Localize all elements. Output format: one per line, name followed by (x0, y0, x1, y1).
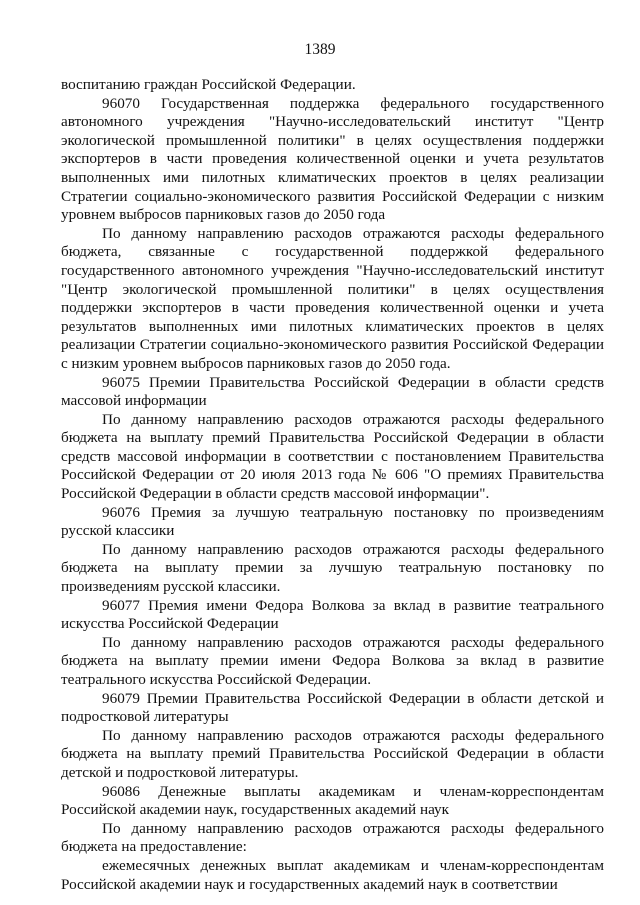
document-body (61, 76, 604, 894)
section-heading-96079: 96079 Премии Правительства Российской Федерации в области детской и подростковой литературы (61, 689, 604, 726)
paragraph-96086-description: По данному направлению расходов отражаются расходы федерального бюджета на предоставление: (61, 819, 604, 856)
paragraph-96086-list-item: ежемесячных денежных выплат академикам и членам-корреспондентам Российской академии наук и государственных академий наук в соответствии (61, 856, 604, 893)
paragraph-96070-description: По данному направлению расходов отражаются расходы федерального бюджета, связанные с государственной поддержкой федерального государственного автономного учреждения "Научно-исследовательский институт "Центр экологической промышленной политики" в целях осуществления поддержки экспортеров в части проведения количественной оценки и учета результатов выполненных ими пилотных климатических проектов в целях реализации Стратегии социально-экономического развития Российской Федерации с низким уровнем выбросов парниковых газов до 2050 года. (61, 224, 604, 372)
section-heading-96075: 96075 Премии Правительства Российской Федерации в области средств массовой информации (61, 373, 604, 410)
page-number: 1389 (304, 41, 336, 58)
paragraph-96077-description: По данному направлению расходов отражаются расходы федерального бюджета на выплату премии имени Федора Волкова за вклад в развитие театрального искусства Российской Федерации. (61, 633, 604, 688)
paragraph-96076-description: По данному направлению расходов отражаются расходы федерального бюджета на выплату премии за лучшую театральную постановку по произведениям русской классики. (61, 540, 604, 596)
paragraph-96079-description: По данному направлению расходов отражаются расходы федерального бюджета на выплату премий Правительства Российской Федерации в области детской и подростковой литературы. (61, 726, 604, 781)
section-heading-96077: 96077 Премия имени Федора Волкова за вклад в развитие театрального искусства Российской Федерации (61, 596, 604, 633)
section-heading-96086: 96086 Денежные выплаты академикам и членам-корреспондентам Российской академии наук, государственных академий наук (61, 782, 604, 819)
section-heading-96076: 96076 Премия за лучшую театральную постановку по произведениям русской классики (61, 503, 604, 540)
section-heading-96070: 96070 Государственная поддержка федерального государственного автономного учреждения "Научно-исследовательский институт "Центр экологической промышленной политики" в целях осуществления поддержки экспортеров в части проведения количественной оценки и учета результатов выполненных ими пилотных климатических проектов в целях реализации Стратегии социально-экономического развития Российской Федерации с низким уровнем выбросов парниковых газов до 2050 года (61, 94, 604, 224)
paragraph-continuation: воспитанию граждан Российской Федерации. (61, 76, 356, 93)
paragraph-96075-description: По данному направлению расходов отражаются расходы федерального бюджета на выплату премий Правительства Российской Федерации в области средств массовой информации в соответствии с постановлением Правительства Российской Федерации от 20 июля 2013 года № 606 "О премиях Правительства Российской Федерации в области средств массовой информации". (61, 410, 604, 503)
